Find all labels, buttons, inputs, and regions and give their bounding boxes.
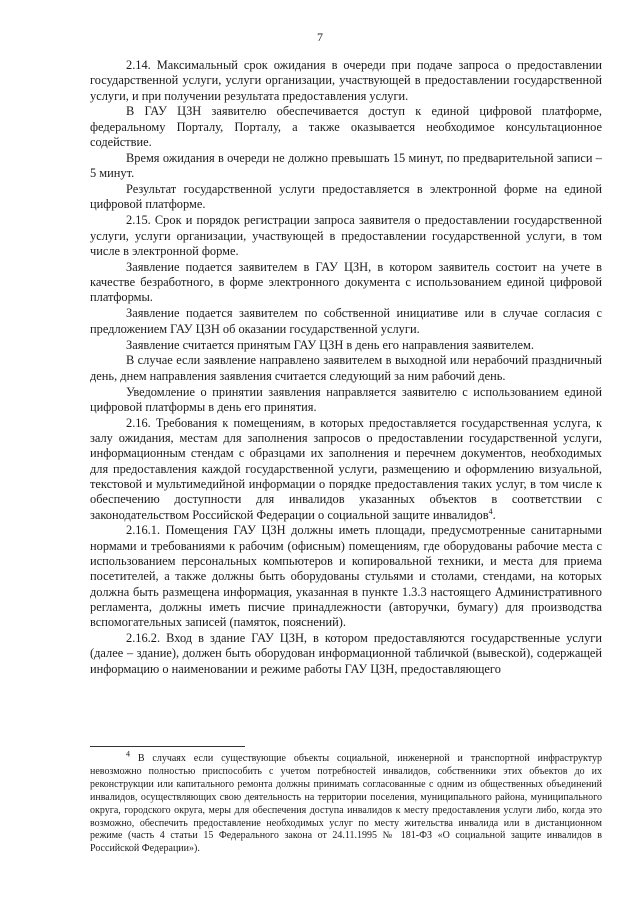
- paragraph: Заявление подается заявителем по собственной инициативе или в случае согласия с предложением ГАУ ЦЗН об оказании государственной услуги.: [90, 306, 602, 336]
- paragraph: 2.16.1. Помещения ГАУ ЦЗН должны иметь площади, предусмотренные санитарными нормами и требованиями к рабочим (офисным) помещениям, где оборудованы рабочие места с использованием персональных компьютеров и копировальной техники, и места для приема посетителей, а также должны быть оборудованы стульями и столами, стендами, на которых должна быть размещена информация, указанная в пункте 1.3.3 настоящего Административного регламента, должны иметь писчие принадлежности (авторучки, бумагу) для производства вспомогательных записей (памяток, пояснений).: [90, 523, 602, 630]
- footnote-marker: 4: [126, 749, 130, 759]
- paragraph: 2.16.2. Вход в здание ГАУ ЦЗН, в котором предоставляются государственные услуги (далее – здание), должен быть оборудован информационной табличкой (вывеской), содержащей информацию о наименовании и режиме работы ГАУ ЦЗН, предоставляющего: [90, 631, 602, 676]
- paragraph: В случае если заявление направлено заявителем в выходной или нерабочий праздничный день, днем направления заявления считается следующий за ним рабочий день.: [90, 353, 602, 383]
- footnote-paragraph: [90, 749, 603, 856]
- paragraph: Время ожидания в очереди не должно превышать 15 минут, по предварительной записи – 5 минут.: [90, 150, 602, 181]
- body-text: [90, 58, 602, 678]
- footnote-divider: [90, 746, 245, 747]
- paragraph: [90, 416, 602, 523]
- paragraph: Заявление считается принятым ГАУ ЦЗН в день его направления заявителем.: [126, 337, 534, 352]
- paragraph: 2.14. Максимальный срок ожидания в очереди при подаче запроса о предоставлении государственной услуги, услуги организации, участвующей в предоставлении государственной услуги, и при получении результата предоставления услуги.: [90, 58, 602, 103]
- paragraph: Результат государственной услуги предоставляется в электронной форме на единой цифровой платформе.: [90, 182, 602, 212]
- footnote-text: В случаях если существующие объекты социальной, инженерной и транспортной инфраструктур невозможно полностью приспособить с учетом потребностей инвалидов, собственники этих объектов до их реконструкции или капитального ремонта должны принимать согласованные с одним из общественных объединений инвалидов, осуществляющих свою деятельность на территории поселения, муниципального района, муниципального округа, городского округа, меры для обеспечения доступа инвалидов к месту предоставления услуги либо, когда это возможно, обеспечить предоставление необходимых услуг по месту жительства инвалида или в дистанционном режиме (часть 4 статьи 15 Федерального закона от 24.11.1995 № 181-ФЗ «О социальной защите инвалидов в Российской Федерации»).: [90, 753, 603, 855]
- footnote: [90, 749, 603, 856]
- page-number: 7: [317, 30, 323, 44]
- paragraph: В ГАУ ЦЗН заявителю обеспечивается доступ к единой цифровой платформе, федеральному Порталу, Порталу, а также оказывается необходимое консультационное содействие.: [90, 104, 602, 150]
- paragraph-period: .: [492, 507, 496, 522]
- paragraph: Уведомление о принятии заявления направляется заявителю с использованием единой цифровой платформы в день его принятия.: [90, 384, 602, 414]
- paragraph: Заявление подается заявителем в ГАУ ЦЗН, в котором заявитель состоит на учете в качестве безработного, в форме электронного документа с использованием единой цифровой платформы.: [90, 259, 602, 305]
- footnote-reference[interactable]: 4: [488, 506, 493, 516]
- paragraph: 2.15. Срок и порядок регистрации запроса заявителя о предоставлении государственной услуги, услуги организации, участвующей в предоставлении государственной услуги, в том числе в электронной форме.: [90, 213, 602, 258]
- paragraph-text: 2.16. Требования к помещениям, в которых предоставляется государственная услуга, к залу ожидания, местам для заполнения запросов о предоставлении государственной услуги, информационным стендам с образцами их заполнения и перечнем документов, необходимых для предоставления каждой государственной услуги, размещению и оформлению визуальной, текстовой и мультимедийной информации о порядке предоставления таких услуг, в том числе к обеспечению доступности для инвалидов указанных объектов в соответствии с законодательством Российской Федерации о социальной защите инвалидов: [90, 415, 602, 522]
